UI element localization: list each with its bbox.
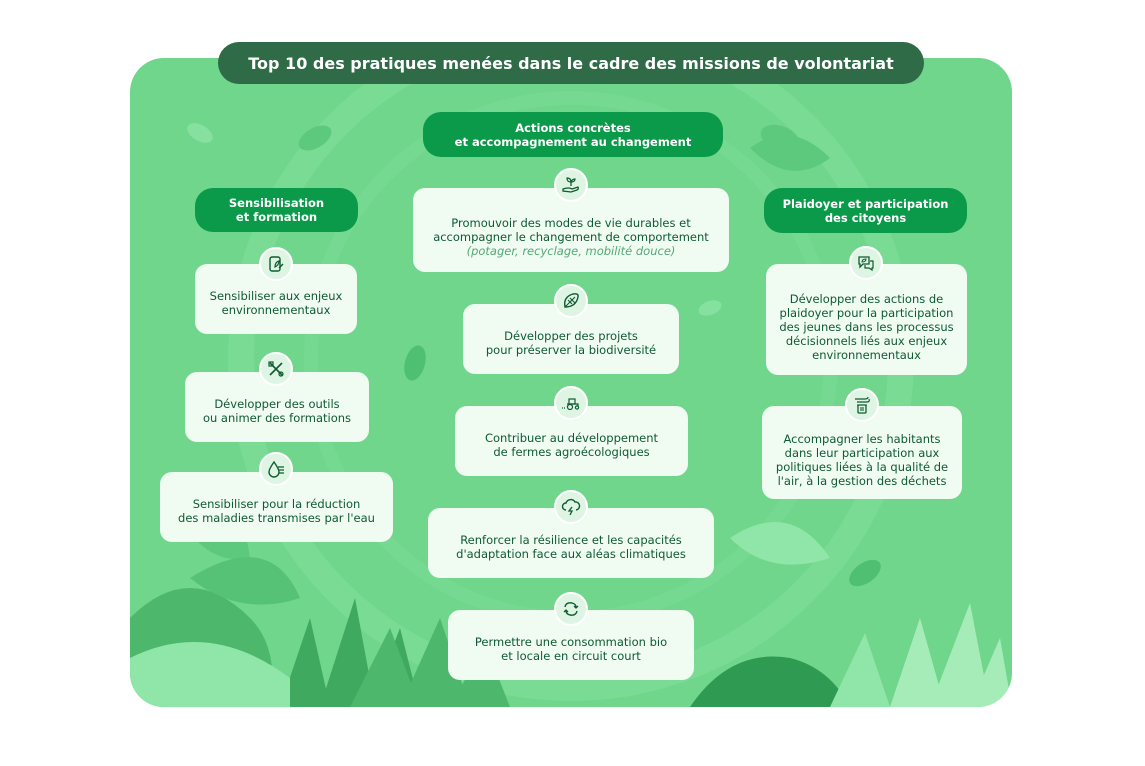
practice-text: Développer des projets — [504, 329, 638, 343]
practice-text: des jeunes dans les processus — [779, 319, 954, 334]
practice-text: Accompagner les habitants — [783, 431, 941, 446]
practice-text: environnementaux — [812, 347, 921, 362]
category-advocacy — [764, 188, 967, 233]
practice-text: Sensibiliser pour la réduction — [192, 497, 361, 511]
practice-text: de fermes agroécologiques — [493, 445, 650, 459]
practice-text: environnementaux — [221, 303, 331, 317]
category-line: des citoyens — [824, 210, 907, 225]
category-line: Sensibilisation — [228, 196, 325, 210]
speech-leaf-icon — [849, 246, 883, 280]
practice-text: dans leur participation aux — [784, 445, 940, 460]
category-concrete-actions — [423, 112, 723, 157]
practice-text: pour préserver la biodiversité — [485, 343, 657, 357]
practice-text: Contribuer au développement — [484, 431, 659, 445]
practice-text: plaidoyer pour la participation — [779, 305, 954, 320]
practice-text: ou animer des formations — [202, 411, 352, 425]
hand-plant-icon — [554, 168, 588, 202]
practice-note: (potager, recyclage, mobilité douce) — [466, 244, 676, 258]
practice-text: Renforcer la résilience et les capacités — [460, 533, 682, 547]
practice-card — [766, 264, 967, 375]
practice-text: et locale en circuit court — [501, 649, 641, 663]
practice-text: d'adaptation face aux aléas climatiques — [456, 547, 686, 561]
practice-text: l'air, à la gestion des déchets — [777, 473, 947, 488]
practice-text: Promouvoir des modes de vie durables et — [451, 216, 691, 230]
practice-text: Permettre une consommation bio — [474, 635, 668, 649]
practice-text: accompagner le changement de comportement — [433, 230, 709, 244]
page-title: Top 10 des pratiques menées dans le cadre des missions de volontariat — [218, 42, 924, 84]
practice-text: des maladies transmises par l'eau — [178, 511, 375, 525]
practice-text: Développer des outils — [214, 397, 340, 411]
category-line: Actions concrètes — [515, 120, 631, 135]
practice-text: Développer des actions de — [789, 291, 944, 306]
category-line: Plaidoyer et participation — [782, 196, 949, 211]
cloud-storm-icon — [554, 490, 588, 524]
tools-icon — [259, 352, 293, 386]
practice-text: politiques liées à la qualité de — [775, 459, 949, 474]
leaf-icon — [554, 284, 588, 318]
category-line: et formation — [235, 210, 318, 224]
category-awareness-training — [195, 188, 358, 232]
practice-text: décisionnels liés aux enjeux — [785, 333, 948, 348]
sprout-paper-icon — [259, 247, 293, 281]
tractor-icon — [554, 386, 588, 420]
category-line: et accompagnement au changement — [454, 134, 692, 149]
cycle-arrows-icon — [554, 592, 588, 626]
practice-text: Sensibiliser aux enjeux — [209, 289, 343, 303]
water-drop-icon — [259, 452, 293, 486]
wind-trash-icon — [845, 388, 879, 422]
